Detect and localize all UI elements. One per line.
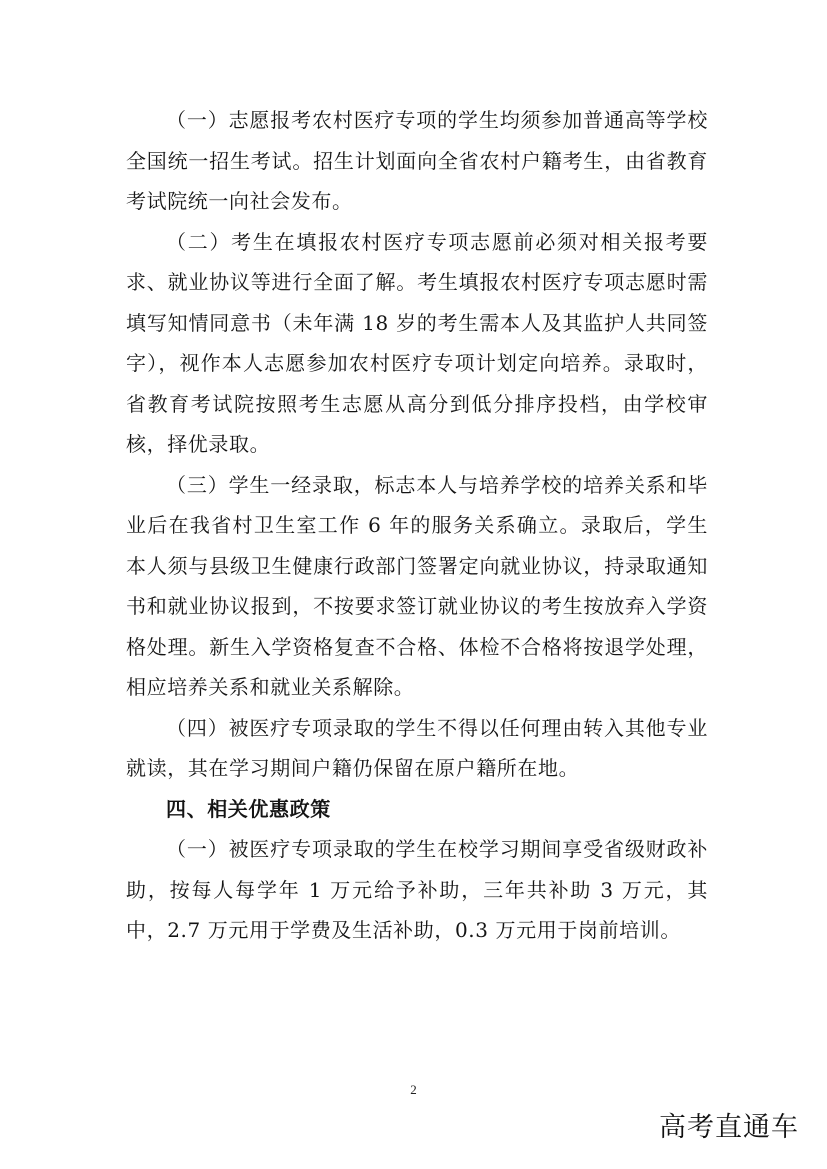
watermark-text: 高考直通车	[659, 1112, 799, 1143]
paragraph-1: （一）志愿报考农村医疗专项的学生均须参加普通高等学校全国统一招生考试。招生计划面向全省农村户籍考生，由省教育考试院统一向社会发布。	[126, 108, 708, 213]
paragraph-2: （二）考生在填报农村医疗专项志愿前必须对相关报考要求、就业协议等进行全面了解。考生填报农村医疗专项志愿时需填写知情同意书（未年满 18 岁的考生需本人及其监护人共同签字），视作本人志愿参加农村医疗专项计划定向培养。录取时，省教育考试院按照考生志愿从高分到低分排序投档，由学校审核，择优录取。	[126, 229, 708, 456]
document-body	[126, 100, 708, 951]
section-heading: 四、相关优惠政策	[166, 796, 331, 821]
paragraph-3: （三）学生一经录取，标志本人与培养学校的培养关系和毕业后在我省村卫生室工作 6 年的服务关系确立。录取后，学生本人须与县级卫生健康行政部门签署定向就业协议，持录取通知书和就业协议报到，不按要求签订就业协议的考生按放弃入学资格处理。新生入学资格复查不合格、体检不合格将按退学处理，相应培养关系和就业关系解除。	[126, 472, 708, 699]
section-paragraph-1: （一）被医疗专项录取的学生在校学习期间享受省级财政补助，按每人每学年 1 万元给予补助，三年共补助 3 万元，其中，2.7 万元用于学费及生活补助，0.3 万元用于岗前培训。	[126, 837, 708, 942]
page-number: 2	[410, 1082, 417, 1097]
paragraph-4: （四）被医疗专项录取的学生不得以任何理由转入其他专业就读，其在学习期间户籍仍保留在原户籍所在地。	[126, 715, 708, 780]
